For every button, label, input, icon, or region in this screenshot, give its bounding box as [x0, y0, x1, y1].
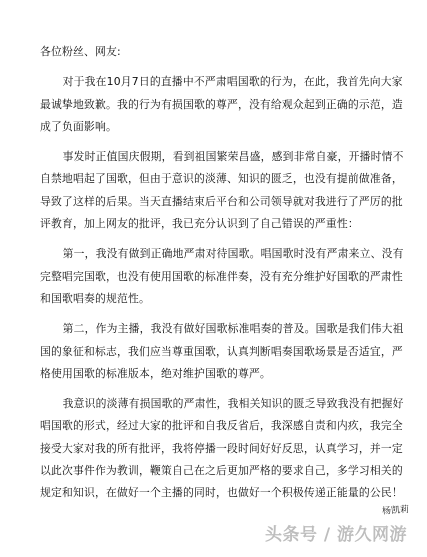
apology-letter	[40, 41, 410, 515]
letter-paragraph-5: 我意识的淡薄有损国歌的严肃性，我相关知识的匮乏导致我没有把握好唱国歌的形式，经过大家的批评和自我反省后，我深感自责和内疚，我完全接受大家对我的所有批评，我将停播一段时间好好反思，认真学习，并一定以此次事件作为教训，鞭策自己在之后更加严格的要求自己，多学习相关的规定和知识，在做好一个主播的同时，也做好一个积极传递正能量的公民！	[40, 397, 404, 500]
source-watermark: 头条号 / 游久网游	[264, 525, 407, 545]
letter-paragraph-2: 事发时正值国庆假期，看到祖国繁荣昌盛，感到非常自豪，开播时情不自禁地唱起了国歌，但由于意识的淡薄、知识的匮乏，也没有提前做准备，导致了这样的后果。当天直播结束后平台和公司领导就对我进行了严厉的批评教育，加上网友的批评，我已充分认识到了自己错误的严重性：	[40, 150, 404, 231]
letter-paragraph-3: 第一，我没有做到正确地严肃对待国歌。唱国歌时没有严肃来立、没有完整唱完国歌，也没有使用国歌的标准伴奏，没有充分维护好国歌的严肃性和国歌唱奏的规范性。	[40, 247, 404, 305]
letter-paragraph-1: 对于我在10月7日的直播中不严肃唱国歌的行为，在此，我首先向大家最诚挚地致歉。我的行为有损国歌的尊严，没有给观众起到正确的示范，造成了负面影响。	[40, 75, 403, 133]
letter-paragraph-4: 第二，作为主播，我没有做好国歌标准唱奏的普及。国歌是我们伟大祖国的象征和标志，我们应当尊重国歌，认真判断唱奏国歌场景是否适宜，严格使用国歌的标准版本，绝对维护国歌的尊严。	[40, 322, 404, 380]
letter-signature: 杨凯莉	[381, 505, 410, 517]
letter-salutation: 各位粉丝、网友:	[40, 45, 121, 58]
